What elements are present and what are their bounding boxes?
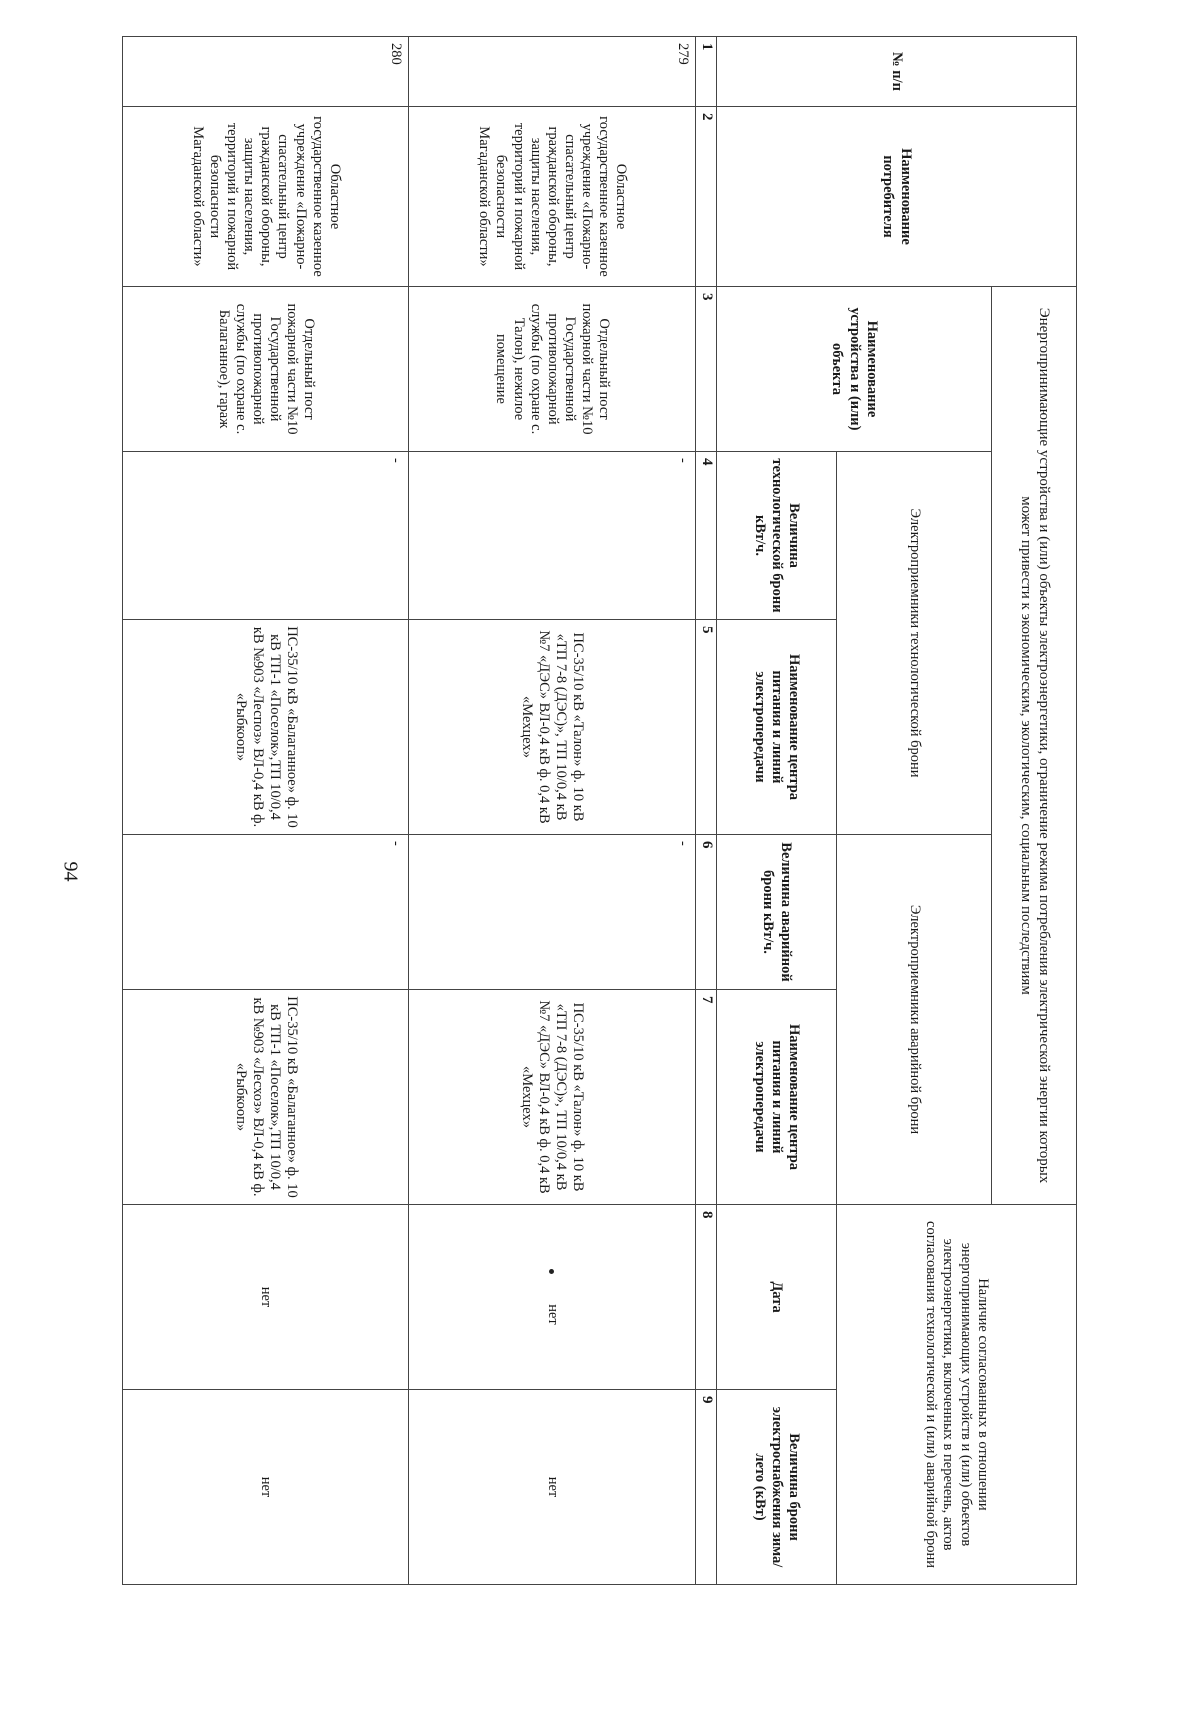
column-number: 5 (696, 620, 717, 835)
header-col9: Величина брони электроснабжения зима/лето (кВт) (717, 1390, 837, 1585)
column-number: 8 (696, 1205, 717, 1390)
header-col8: Дата (717, 1205, 837, 1390)
header-col3: Наименование устройства и (или) объекта (717, 287, 992, 452)
column-number: 7 (696, 990, 717, 1205)
column-number: 2 (696, 107, 717, 287)
row-tech-center: ПС-35/10 кВ «Балаганное» ф. 10 кВ ТП-1 «Поселок»,ТП 10/0,4 кВ №903 «Леспоз» ВЛ-0,4 кВ ф. «Рыбкооп» (123, 620, 410, 835)
header-group-agreed: Наличие согласованных в отношении энергопринимающих устройств и (или) объектов электроэнергетики, включенных в перечень, актов согласования технологической и (или) аварийной брони (837, 1205, 1077, 1585)
energy-consumers-table (122, 36, 1077, 1585)
row-tech-center: ПС-35/10 кВ «Талон» ф. 10 кВ «ТП 7-8 (ДЭС)», ТП 10/0,4 кВ №7 «ДЭС» ВЛ-0,4 кВ ф. 0,4 кВ «Мехцех» (409, 620, 696, 835)
row-emerg-center: ПС-35/10 кВ «Балаганное» ф. 10 кВ ТП-1 «Поселок»,ТП 10/0,4 кВ №903 «Лесхоз» ВЛ-0,4 кВ ф. «Рыбкооп» (123, 990, 410, 1205)
header-col4: Величина технологической брони кВт/ч. (717, 452, 837, 620)
column-number: 9 (696, 1390, 717, 1585)
column-number: 4 (696, 452, 717, 620)
row-id: 279 (409, 37, 696, 107)
row-emerg-value: - (409, 835, 696, 990)
table-row (409, 37, 696, 1585)
page-number: 94 (59, 861, 82, 882)
row-date (409, 1205, 696, 1390)
header-col6: Величина аварийной брони кВт/ч. (717, 835, 837, 990)
table-row (123, 37, 410, 1585)
row-consumer: Областное государственное казенное учреждение «Пожарно-спасательный центр гражданской обороны, защиты населения, территорий и пожарной безопасности Магаданской области» (409, 107, 696, 287)
row-emerg-center: ПС-35/10 кВ «Талон» ф. 10 кВ «ТП 7-8 (ДЭС)», ТП 10/0,4 кВ №7 «ДЭС» ВЛ-0,4 кВ ф. 0,4 кВ «Мехцех» (409, 990, 696, 1205)
dot-mark (549, 1269, 554, 1274)
header-group-main: Энергопринимающие устройства и (или) объекты электроэнергетики, ограничение режима потребления электрической энергии которых может привести к экономическим, экологическим, социальным последствиям (992, 287, 1077, 1205)
row-reserve: нет (409, 1390, 696, 1585)
rotated-table-sheet (122, 36, 1077, 1584)
row-tech-value: - (409, 452, 696, 620)
column-number: 3 (696, 287, 717, 452)
column-number: 1 (696, 37, 717, 107)
header-group-emerg: Электроприемники аварийной брони (837, 835, 992, 1205)
header-group-tech: Электроприемники технологической брони (837, 452, 992, 835)
header-col5: Наименование центра питания и линий электропередачи (717, 620, 837, 835)
column-number: 6 (696, 835, 717, 990)
row-consumer: Областное государственное казенное учреждение «Пожарно-спасательный центр гражданской обороны, защиты населения, территорий и пожарной безопасности Магаданской области» (123, 107, 410, 287)
row-object: Отдельный пост пожарной части №10 Государственной противопожарной службы (по охране с. Талон), нежилое помещение (409, 287, 696, 452)
header-col7: Наименование центра питания и линий электропередачи (717, 990, 837, 1205)
row-object: Отдельный пост пожарной части №10 Государственной противопожарной службы (по охране с. Балаганное), гараж (123, 287, 410, 452)
row-date-text: нет (544, 1304, 561, 1325)
row-date: нет (123, 1205, 410, 1390)
header-row-1 (992, 37, 1077, 1585)
header-col1: № п/п (717, 37, 1077, 107)
header-col2: Наименование потребителя (717, 107, 1077, 287)
row-reserve: нет (123, 1390, 410, 1585)
row-id: 280 (123, 37, 410, 107)
row-tech-value: - (123, 452, 410, 620)
column-number-row (696, 37, 717, 1585)
row-emerg-value: - (123, 835, 410, 990)
